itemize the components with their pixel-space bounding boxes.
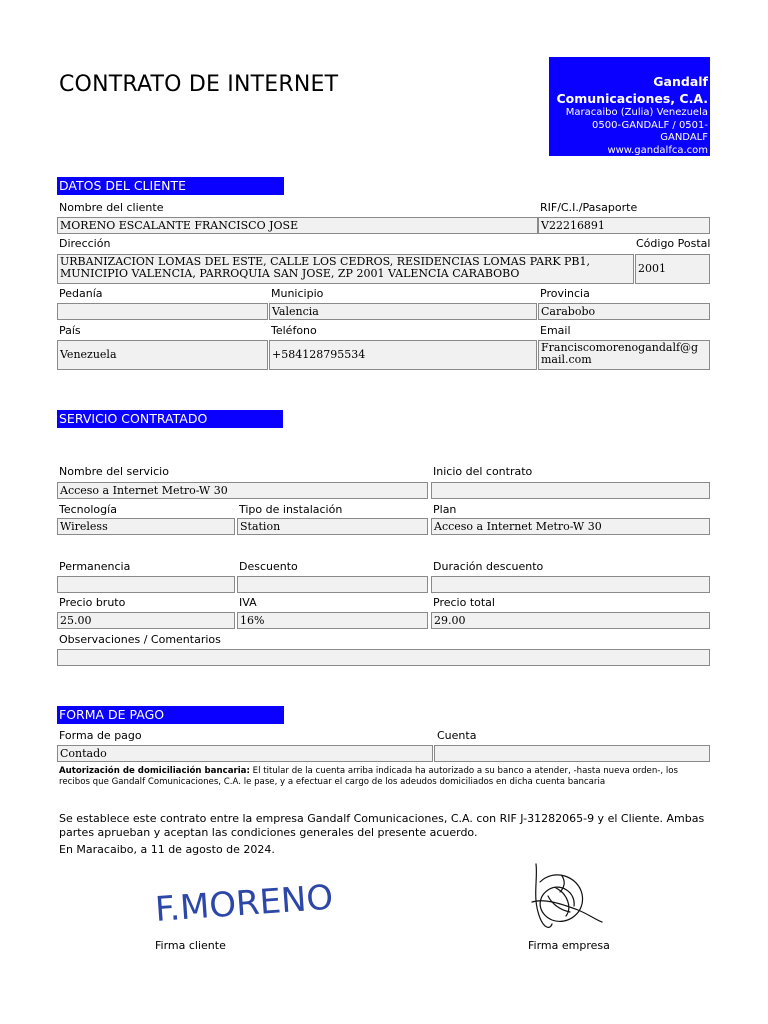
firma-cliente-label: Firma cliente [155, 939, 226, 952]
label-municipio: Municipio [271, 287, 324, 300]
field-precio-bruto[interactable]: 25.00 [57, 612, 235, 629]
label-precio-total: Precio total [433, 596, 495, 609]
label-nombre-servicio: Nombre del servicio [59, 465, 169, 478]
field-forma-pago[interactable]: Contado [57, 745, 433, 762]
field-nombre-cliente[interactable]: MORENO ESCALANTE FRANCISCO JOSE [57, 217, 538, 234]
label-pedania: Pedanía [59, 287, 103, 300]
field-observaciones[interactable] [57, 649, 710, 666]
label-tipo-instalacion: Tipo de instalación [239, 503, 343, 516]
field-rif[interactable]: V22216891 [538, 217, 710, 234]
company-name-line-2: Comunicaciones, C.A. [556, 91, 708, 106]
label-precio-bruto: Precio bruto [59, 596, 126, 609]
client-signature [150, 875, 335, 933]
label-pais: País [59, 324, 81, 337]
client-signature-handwriting: F.MORENO [153, 877, 335, 930]
field-tecnologia[interactable]: Wireless [57, 518, 235, 535]
label-inicio-contrato: Inicio del contrato [433, 465, 533, 478]
field-inicio-contrato[interactable] [431, 482, 710, 499]
company-phones: 0500-GANDALF / 0501-GANDALF [592, 119, 708, 143]
field-tipo-instalacion[interactable]: Station [237, 518, 428, 535]
firma-empresa-label: Firma empresa [528, 939, 610, 952]
label-telefono: Teléfono [271, 324, 317, 337]
field-permanencia[interactable] [57, 576, 235, 593]
label-rif: RIF/C.I./Pasaporte [540, 201, 638, 214]
field-email[interactable]: Franciscomorenogandalf@gmail.com [538, 340, 710, 370]
label-provincia: Provincia [540, 287, 590, 300]
field-pedania[interactable] [57, 303, 268, 320]
autorizacion-note [59, 766, 711, 788]
label-direccion: Dirección [59, 237, 111, 250]
company-city: Maracaibo (Zulia) Venezuela [565, 107, 708, 118]
label-cuenta: Cuenta [437, 729, 477, 742]
label-codigo-postal: Código Postal [636, 237, 711, 250]
label-duracion-descuento: Duración descuento [433, 560, 544, 573]
field-cuenta[interactable] [434, 745, 710, 762]
company-info-block [549, 57, 710, 168]
autorizacion-text: El titular de la cuenta arriba indicada ha autorizado a su banco a atender, -hasta nueva orden-, los recibos que Gandalf Comunicaciones, C.A. le pase, y a efectuar el cargo de los adeudos domiciliados en dicha cuenta bancaria [59, 766, 678, 787]
field-pais[interactable]: Venezuela [57, 340, 268, 370]
field-municipio[interactable]: Valencia [269, 303, 537, 320]
field-telefono[interactable]: +584128795534 [269, 340, 537, 370]
date-line: En Maracaibo, a 11 de agosto de 2024. [59, 843, 275, 856]
label-observaciones: Observaciones / Comentarios [59, 633, 221, 646]
label-tecnologia: Tecnología [59, 503, 117, 516]
section-datos-cliente: DATOS DEL CLIENTE [57, 177, 284, 195]
field-codigo-postal[interactable]: 2001 [635, 254, 710, 284]
company-name-line-1: Gandalf [653, 74, 708, 89]
field-nombre-servicio[interactable]: Acceso a Internet Metro-W 30 [57, 482, 428, 499]
company-web[interactable]: www.gandalfca.com [607, 144, 708, 156]
agreement-text: Se establece este contrato entre la empresa Gandalf Comunicaciones, C.A. con RIF J-31282065-9 y el Cliente. Ambas partes aprueban y aceptan las condiciones generales del presente acuerdo. [59, 812, 705, 839]
field-duracion-descuento[interactable] [431, 576, 710, 593]
label-nombre-cliente: Nombre del cliente [59, 201, 164, 214]
section-forma-pago: FORMA DE PAGO [57, 706, 284, 724]
label-permanencia: Permanencia [59, 560, 131, 573]
field-direccion[interactable]: URBANIZACION LOMAS DEL ESTE, CALLE LOS CEDROS, RESIDENCIAS LOMAS PARK PB1, MUNICIPIO VALENCIA, PARROQUIA SAN JOSE, ZP 2001 VALENCIA CARABOBO [57, 254, 634, 284]
company-signature [522, 858, 612, 936]
company-email[interactable]: info@gandalfca.com [605, 157, 708, 168]
section-servicio-contratado: SERVICIO CONTRATADO [57, 410, 283, 428]
field-descuento[interactable] [237, 576, 428, 593]
field-iva[interactable]: 16% [237, 612, 428, 629]
label-descuento: Descuento [239, 560, 298, 573]
field-plan[interactable]: Acceso a Internet Metro-W 30 [431, 518, 710, 535]
field-provincia[interactable]: Carabobo [538, 303, 710, 320]
label-forma-pago: Forma de pago [59, 729, 142, 742]
label-email: Email [540, 324, 571, 337]
page-title: CONTRATO DE INTERNET [59, 72, 339, 97]
field-precio-total[interactable]: 29.00 [431, 612, 710, 629]
label-iva: IVA [239, 596, 257, 609]
autorizacion-heading: Autorización de domiciliación bancaria: [59, 766, 250, 776]
label-plan: Plan [433, 503, 457, 516]
